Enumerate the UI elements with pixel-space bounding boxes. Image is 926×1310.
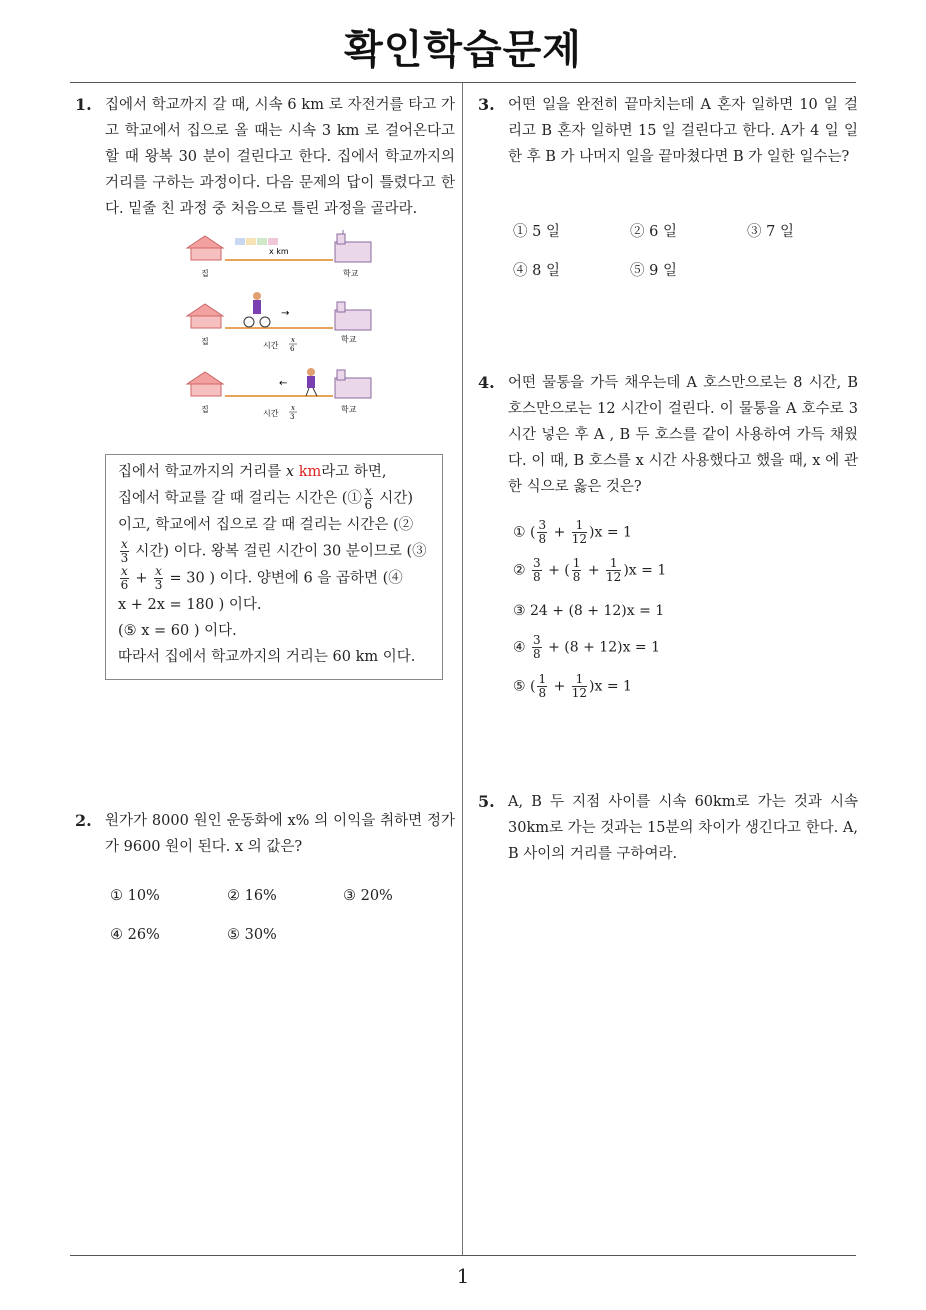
frac-den: 8 bbox=[572, 570, 581, 584]
box-line-6: x + 2x = 180 ) 이다. bbox=[118, 597, 262, 613]
home-icon bbox=[187, 236, 223, 260]
fraction bbox=[120, 565, 129, 592]
home-icon bbox=[187, 304, 223, 328]
formula: 24 + (8 + 12)x = 1 bbox=[530, 603, 665, 619]
frac-den: 3 bbox=[120, 551, 129, 565]
bicycle-icon bbox=[244, 292, 270, 327]
home-label: 집 bbox=[201, 337, 209, 346]
choice-2[interactable]: ② 6 일 bbox=[630, 224, 677, 240]
column-divider bbox=[462, 83, 463, 1255]
choice-marker: ① bbox=[513, 524, 526, 541]
time2-den: 3 bbox=[290, 413, 295, 421]
box-text: 라고 하면, bbox=[321, 464, 387, 480]
frac-num: x bbox=[155, 564, 162, 578]
choice-1[interactable]: ① 10% bbox=[110, 888, 160, 904]
choice-4[interactable]: ④ 8 일 bbox=[513, 263, 560, 279]
school-label: 학교 bbox=[343, 269, 359, 278]
question-5 bbox=[478, 789, 858, 867]
question-number: 5. bbox=[478, 792, 495, 811]
solution-box bbox=[105, 454, 443, 680]
question-4 bbox=[478, 370, 858, 500]
choice-4[interactable] bbox=[513, 634, 660, 661]
frac-num: x bbox=[121, 537, 128, 551]
fraction bbox=[532, 557, 542, 584]
choice-3[interactable] bbox=[513, 603, 664, 619]
fraction bbox=[364, 485, 373, 512]
question-2 bbox=[75, 808, 455, 860]
choice-marker: ④ bbox=[513, 639, 526, 656]
fraction bbox=[572, 557, 582, 584]
box-text: 집에서 학교를 갈 때 걸리는 시간은 (① bbox=[118, 490, 362, 507]
choice-2[interactable] bbox=[513, 557, 666, 584]
box-text: + bbox=[130, 570, 153, 587]
choice-4[interactable]: ④ 26% bbox=[110, 927, 160, 943]
fraction bbox=[572, 673, 587, 700]
home-icon bbox=[187, 372, 223, 396]
paren: ( bbox=[530, 524, 536, 541]
frac-den: 6 bbox=[364, 498, 373, 512]
walker-icon bbox=[306, 368, 317, 396]
frac-num: x bbox=[364, 484, 372, 498]
arrow-right-icon: → bbox=[281, 308, 290, 319]
school-icon bbox=[335, 370, 371, 398]
box-line-8: 따라서 집에서 학교까지의 거리는 60 km 이다. bbox=[118, 649, 416, 665]
box-text: 시간) 이다. 왕복 걸린 시간이 30 분이므로 (③ bbox=[130, 543, 427, 560]
fraction bbox=[154, 565, 163, 592]
choice-marker: ⑤ bbox=[513, 678, 526, 695]
page-number: 1 bbox=[456, 1264, 470, 1288]
school-label: 학교 bbox=[341, 335, 357, 344]
question-text: 원가가 8000 원인 운동화에 x% 의 이익을 취하면 정가가 9600 원이 된다. x 의 값은? bbox=[105, 813, 455, 855]
formula-tail: )x = 1 bbox=[589, 524, 632, 541]
question-number: 4. bbox=[478, 373, 495, 392]
box-unit: km bbox=[298, 464, 322, 480]
home-label: 집 bbox=[201, 269, 209, 278]
fraction bbox=[120, 538, 129, 565]
formula-tail: )x = 1 bbox=[589, 678, 632, 695]
choice-1[interactable]: ① 5 일 bbox=[513, 224, 560, 240]
page-title: 확인학습문제 bbox=[344, 27, 582, 73]
fraction bbox=[537, 673, 547, 700]
bottom-rule bbox=[70, 1255, 856, 1256]
choice-5[interactable]: ⑤ 30% bbox=[227, 927, 277, 943]
paren: ( bbox=[564, 562, 570, 579]
plus: + bbox=[549, 524, 570, 541]
home-label: 집 bbox=[201, 405, 209, 414]
box-var: x bbox=[285, 464, 295, 480]
frac-den: 12 bbox=[606, 570, 622, 584]
frac-num: 1 bbox=[538, 672, 547, 686]
home-school-diagram bbox=[185, 230, 385, 430]
box-line-1 bbox=[118, 459, 430, 485]
choice-marker: ② bbox=[513, 562, 526, 579]
box-line-5 bbox=[118, 565, 430, 592]
question-text: A, B 두 지점 사이를 시속 60km로 가는 것과 시속 30km로 가는 것과는 15분의 차이가 생긴다고 한다. A, B 사이의 거리를 구하여라. bbox=[508, 794, 858, 862]
box-line-4 bbox=[118, 538, 430, 565]
frac-den: 12 bbox=[571, 686, 588, 700]
frac-den: 8 bbox=[538, 532, 547, 546]
choice-5[interactable]: ⑤ 9 일 bbox=[630, 263, 677, 279]
plus: + bbox=[549, 678, 570, 695]
frac-num: x bbox=[121, 564, 128, 578]
school-icon bbox=[335, 302, 371, 330]
box-text: = 30 ) 이다. 양변에 6 을 곱하면 (④ bbox=[164, 570, 403, 587]
plus: + bbox=[543, 562, 565, 579]
frac-num: 1 bbox=[572, 556, 581, 570]
frac-num: 1 bbox=[572, 673, 587, 687]
frac-num: 1 bbox=[606, 557, 621, 571]
question-3 bbox=[478, 92, 858, 170]
question-text: 집에서 학교까지 갈 때, 시속 6 km 로 자전거를 타고 가고 학교에서 집으로 올 때는 시속 3 km 로 걸어온다고 할 때 왕복 30 분이 걸린다고 한다. 집에서 학교까지의 거리를 구하는 과정이다. 다음 문제의 답이 틀렸다고 한다. 밑줄 친 과정 중 처음으로 틀린 과정을 골라라. bbox=[105, 97, 455, 217]
frac-den: 8 bbox=[533, 570, 541, 584]
question-text: 어떤 물통을 가득 채우는데 A 호스만으로는 8 시간, B 호스만으로는 12 시간이 걸린다. 이 물통을 A 호수로 3 시간 넣은 후 A , B 두 호스를 같이 사용하여 가득 채웠다. 이 때, B 호스를 x 시간 사용했다고 했을 때, x 에 관한 식으로 옳은 것은? bbox=[508, 375, 858, 495]
choice-5[interactable] bbox=[513, 673, 632, 700]
frac-num: 3 bbox=[533, 633, 541, 647]
formula-tail: )x = 1 bbox=[623, 562, 667, 579]
choice-3[interactable]: ③ 7 일 bbox=[747, 224, 794, 240]
fraction bbox=[606, 557, 621, 584]
distance-label: x km bbox=[269, 247, 289, 256]
time2-num: x bbox=[291, 404, 295, 412]
formula-tail: + (8 + 12)x = 1 bbox=[543, 639, 660, 656]
time1-num: x bbox=[291, 336, 295, 344]
question-text: 어떤 일을 완전히 끝마치는데 A 혼자 일하면 10 일 걸리고 B 혼자 일하면 15 일 걸린다고 한다. A가 4 일 일한 후 B 가 나머지 일을 끝마쳤다면 B 가 일한 일수는? bbox=[508, 97, 858, 165]
frac-den: 8 bbox=[538, 686, 547, 700]
frac-num: 3 bbox=[533, 556, 541, 570]
time-label: 시간 bbox=[263, 409, 279, 418]
frac-num: 1 bbox=[572, 519, 587, 533]
arrow-left-icon: ← bbox=[279, 378, 288, 389]
question-number: 1. bbox=[75, 95, 92, 114]
box-line-3: 이고, 학교에서 집으로 갈 때 걸리는 시간은 (② bbox=[118, 517, 414, 533]
time-label: 시간 bbox=[263, 341, 279, 350]
question-number: 2. bbox=[75, 811, 92, 830]
box-text: 시간) bbox=[374, 490, 413, 507]
plus: + bbox=[583, 562, 605, 579]
frac-den: 3 bbox=[154, 578, 163, 592]
choice-marker: ③ bbox=[513, 603, 526, 619]
choice-3[interactable]: ③ 20% bbox=[343, 888, 393, 904]
box-line-7: (⑤ x = 60 ) 이다. bbox=[118, 623, 237, 639]
paren: ( bbox=[530, 678, 536, 695]
school-icon bbox=[335, 230, 371, 262]
question-1 bbox=[75, 92, 455, 222]
frac-den: 12 bbox=[571, 532, 588, 546]
fraction bbox=[532, 634, 542, 661]
question-number: 3. bbox=[478, 95, 495, 114]
box-line-2 bbox=[118, 485, 430, 512]
time1-den: 6 bbox=[290, 345, 295, 353]
frac-num: 3 bbox=[538, 518, 547, 532]
choice-1[interactable] bbox=[513, 519, 632, 546]
frac-den: 6 bbox=[120, 578, 129, 592]
frac-den: 8 bbox=[533, 647, 541, 661]
fraction bbox=[572, 519, 587, 546]
fraction bbox=[537, 519, 547, 546]
choice-2[interactable]: ② 16% bbox=[227, 888, 277, 904]
box-text: 집에서 학교까지의 거리를 bbox=[118, 464, 286, 480]
school-label: 학교 bbox=[341, 405, 357, 414]
top-rule bbox=[70, 82, 856, 83]
